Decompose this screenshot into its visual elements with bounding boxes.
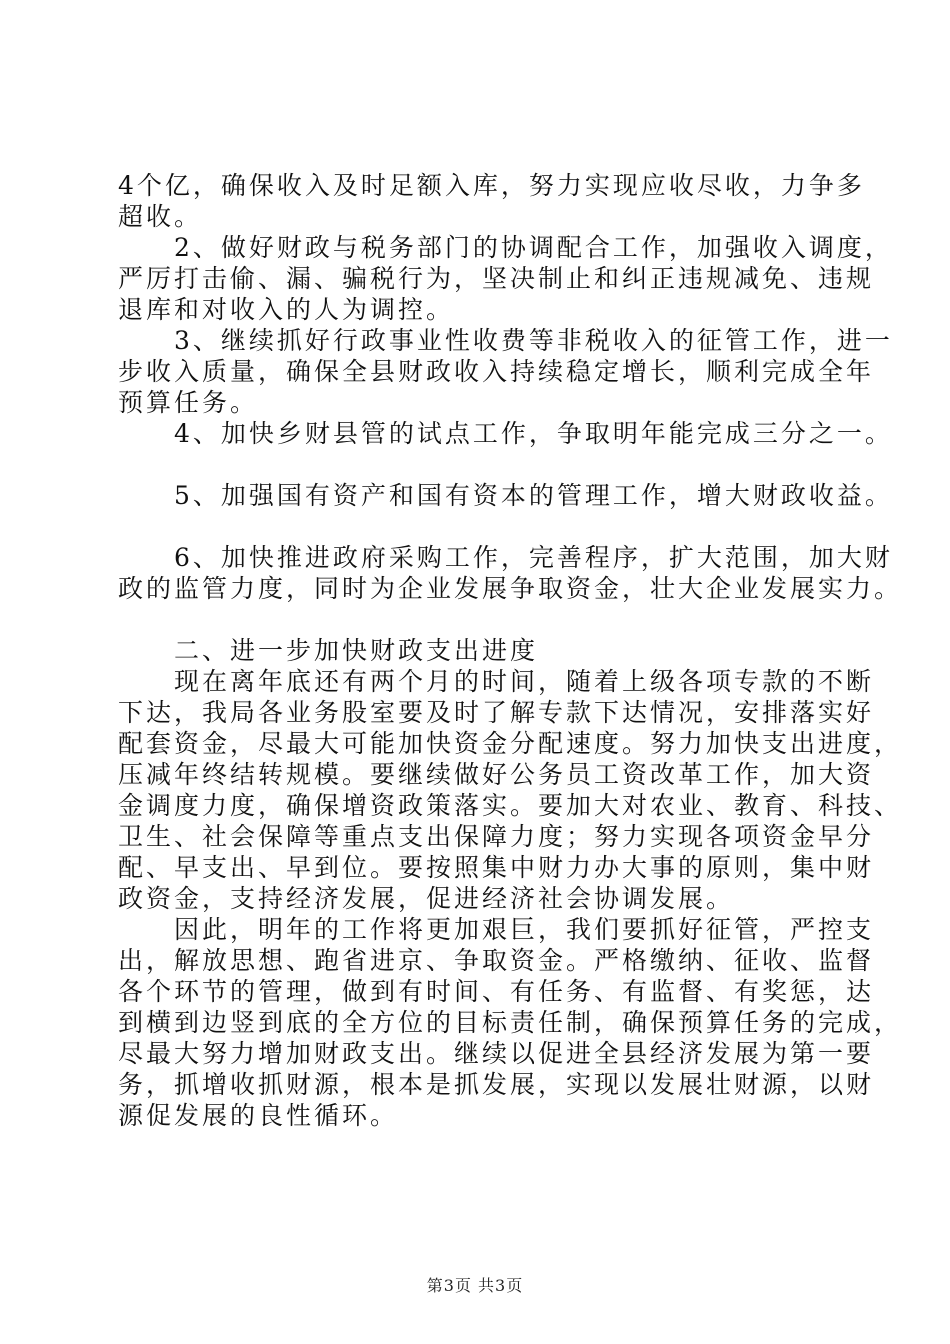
page-number-footer: 第3页 共3页	[426, 1276, 524, 1295]
document-body	[118, 170, 903, 1131]
paragraph-5: 5、加强国有资产和国有资本的管理工作，增大财政收益。	[118, 481, 893, 510]
text-line: 出，解放思想、跑省进京、争取资金。严格缴纳、征收、监督	[118, 946, 875, 975]
text-line: 金调度力度，确保增资政策落实。要加大对农业、教育、科技、	[118, 791, 903, 820]
text-line: 严厉打击偷、漏、骗税行为，坚决制止和纠正违规减免、违规	[118, 264, 875, 293]
text-line: 政资金，支持经济发展，促进经济社会协调发展。	[118, 884, 735, 913]
text-line: 下达，我局各业务股室要及时了解专款下达情况，安排落实好	[118, 698, 875, 727]
paragraph-4: 4、加快乡财县管的试点工作，争取明年能完成三分之一。	[118, 419, 893, 448]
paragraph-conclusion: 因此，明年的工作将更加艰巨，我们要抓好征管，严控支	[118, 915, 875, 944]
spacer	[118, 449, 838, 480]
paragraph-expenditure: 现在离年底还有两个月的时间，随着上级各项专款的不断	[118, 667, 875, 696]
text-line: 各个环节的管理，做到有时间、有任务、有监督、有奖惩，达	[118, 977, 875, 1006]
text-line: 配套资金，尽最大可能加快资金分配速度。努力加快支出进度，	[118, 729, 903, 758]
paragraph-6: 6、加快推进政府采购工作，完善程序，扩大范围，加大财	[118, 543, 893, 572]
spacer	[118, 604, 838, 635]
spacer	[118, 511, 838, 542]
text-line: 务，抓增收抓财源，根本是抓发展，实现以发展壮财源，以财	[118, 1070, 875, 1099]
text-line: 政的监管力度，同时为企业发展争取资金，壮大企业发展实力。	[118, 574, 903, 603]
text-line: 预算任务。	[118, 388, 259, 417]
text-line: 到横到边竖到底的全方位的目标责任制，确保预算任务的完成，	[118, 1008, 903, 1037]
paragraph-3: 3、继续抓好行政事业性收费等非税收入的征管工作，进一	[118, 326, 893, 355]
text-line: 步收入质量，确保全县财政收入持续稳定增长，顺利完成全年	[118, 357, 875, 386]
text-line: 尽最大努力增加财政支出。继续以促进全县经济发展为第一要	[118, 1039, 875, 1068]
text-line: 卫生、社会保障等重点支出保障力度；努力实现各项资金早分	[118, 822, 875, 851]
text-line: 配、早支出、早到位。要按照集中财力办大事的原则，集中财	[118, 853, 875, 882]
text-line: 退库和对收入的人为调控。	[118, 295, 455, 324]
text-line: 4个亿，确保收入及时足额入库，努力实现应收尽收，力争多	[118, 171, 865, 200]
text-line: 压减年终结转规模。要继续做好公务员工资改革工作，加大资	[118, 760, 875, 789]
text-line: 源促发展的良性循环。	[118, 1101, 399, 1130]
section-heading: 二、进一步加快财政支出进度	[118, 636, 539, 665]
paragraph-2: 2、做好财政与税务部门的协调配合工作，加强收入调度，	[118, 233, 893, 262]
text-line: 超收。	[118, 202, 203, 231]
